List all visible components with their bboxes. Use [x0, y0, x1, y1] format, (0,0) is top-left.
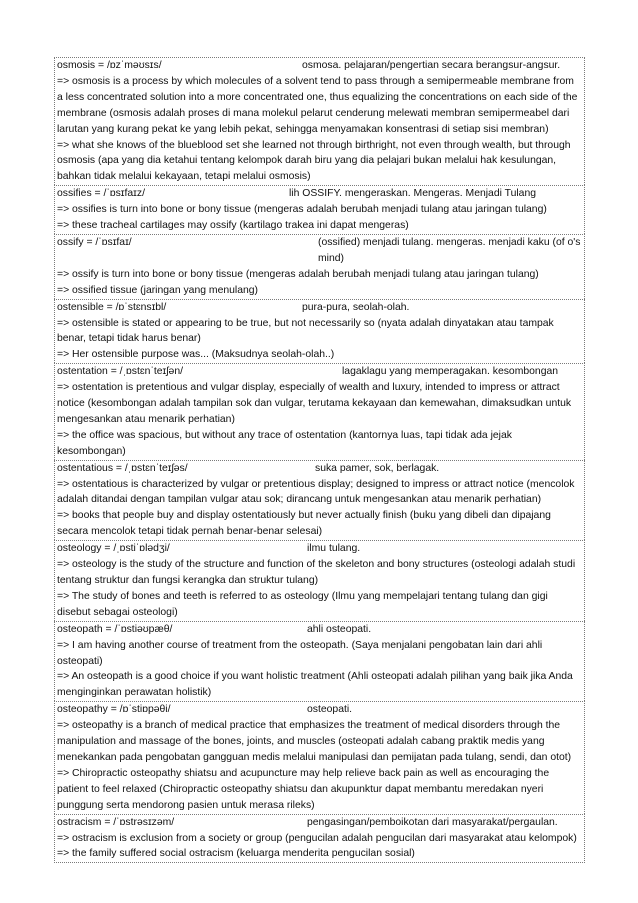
entry-term: osteopath = /ˈɒstiəʊpæθ/	[57, 623, 173, 635]
example-sentence: => the office was spacious, but without any trace of ostentation (kantornya luas, tapi tidak ada jejak kesombongan)	[57, 429, 512, 457]
entry-term: ostentation = /ˌɒstɛnˈteɪʃən/	[57, 366, 184, 378]
example-sentence: => the family suffered social ostracism (keluarga menderita pengucilan sosial)	[57, 848, 415, 860]
example-sentence: => The study of bones and teeth is referred to as osteology (Ilmu yang mempelajari tentang tulang dan gigi disebut sebagai osteologi)	[57, 590, 548, 618]
entry-definition: ahli osteopati.	[307, 623, 372, 635]
example-sentence: => I am having another course of treatment from the osteopath. (Saya menjalani pengobatan lain dari ahli osteopati)	[57, 639, 543, 667]
entry-definition: pengasingan/pemboikotan dari masyarakat/pergaulan.	[307, 816, 558, 828]
dictionary-entry	[54, 57, 585, 185]
entry-term: ostensible = /ɒˈstɛnsɪbl/	[57, 301, 167, 313]
entry-definition: pura-pura, seolah-olah.	[302, 301, 410, 313]
entry-term: ossify = /ˈɒsɪfaɪ/	[57, 236, 132, 248]
dictionary-entry	[54, 621, 585, 702]
example-sentence: => books that people buy and display ostentatiously but never actually finish (buku yang dibeli dan dipajang secara mencolok tetapi tidak pernah benar-benar selesai)	[57, 510, 551, 538]
entry-definition: suka pamer, sok, berlagak.	[315, 462, 440, 474]
entry-definition: osteopati.	[307, 704, 353, 716]
entry-definition: osmosa. pelajaran/pengertian secara berangsur-angsur.	[302, 60, 561, 71]
example-sentence: => An osteopath is a good choice if you want holistic treatment (Ahli osteopati adalah pilihan yang baik jika Anda menginginkan perawatan holistik)	[57, 671, 573, 699]
example-sentence: => ossified tissue (jaringan yang menulang)	[57, 284, 259, 296]
example-sentence: => osteology is the study of the structure and function of the skeleton and bony structures (osteologi adalah studi tentang struktur dan fungsi kerangka dan struktur tulang)	[57, 559, 576, 586]
dictionary-document	[54, 57, 585, 863]
entry-definition: lih OSSIFY. mengeraskan. Mengeras. Menjadi Tulang	[289, 188, 537, 200]
example-sentence: => osteopathy is a branch of medical practice that emphasizes the treatment of medical disorders through the manipulation and massage of the bones, joints, and muscles (osteopati adalah cabang praktik medis yang menekankan pada pengobatan gangguan medis melalui manipulasi dan pemijatan pada tulang, sendi, dan otot)	[57, 720, 572, 763]
entry-term: osmosis = /ɒzˈməʊsɪs/	[57, 60, 162, 71]
entry-term: ossifies = /ˈɒsɪfaɪz/	[57, 188, 145, 200]
entry-heading	[57, 541, 582, 557]
dictionary-entry	[54, 540, 585, 621]
entry-heading	[57, 364, 582, 380]
example-sentence: => ostracism is exclusion from a society or group (pengucilan adalah pengucilan dari masyarakat atau kelompok)	[57, 832, 577, 844]
entry-heading	[57, 58, 582, 74]
dictionary-entry	[54, 185, 585, 234]
example-sentence: => ostentatious is characterized by vulgar or pretentious display; designed to impress or attract notice (mencolok adalah ditandai dengan tampilan vulgar atau sok; dirancang untuk mengesankan atau menarik perhatian)	[57, 478, 575, 506]
dictionary-entry	[54, 701, 585, 813]
dictionary-entry	[54, 814, 585, 864]
entry-term: osteopathy = /ɒˈstiɒpəθi/	[57, 704, 171, 716]
example-sentence: => ossify is turn into bone or bony tissue (mengeras adalah berubah menjadi tulang atau jaringan tulang)	[57, 268, 539, 280]
entry-heading	[57, 300, 582, 316]
dictionary-entry	[54, 363, 585, 459]
dictionary-entry	[54, 460, 585, 541]
entry-heading	[57, 235, 582, 267]
entry-definition: (ossified) menjadi tulang. mengeras. menjadi kaku (of o's mind)	[318, 236, 581, 264]
entry-term: ostentatious = /ˌɒstɛnˈteɪʃəs/	[57, 462, 188, 474]
example-sentence: => Her ostensible purpose was... (Maksudnya seolah-olah..)	[57, 349, 335, 361]
entry-term: ostracism = /ˈɒstrəsɪzəm/	[57, 816, 175, 828]
entry-heading	[57, 622, 582, 638]
example-sentence: => these tracheal cartilages may ossify (kartilago trakea ini dapat mengeras)	[57, 220, 409, 232]
example-sentence: => ostensible is stated or appearing to be true, but not necessarily so (nyata adalah dinyatakan atau tampak benar, tetapi tidak harus benar)	[57, 317, 554, 345]
example-sentence: => ostentation is pretentious and vulgar display, especially of wealth and luxury, intended to impress or attract notice (kesombongan adalah tampilan sok dan vulgar, terutama kekayaan dan kemewahan, dimaksudkan untuk mengesankan atau menarik perhatian)	[57, 382, 572, 425]
entry-heading	[57, 815, 582, 831]
entry-definition: ilmu tulang.	[307, 543, 361, 555]
entry-heading	[57, 186, 582, 202]
entry-heading	[57, 702, 582, 718]
example-sentence: => what she knows of the blueblood set she learned not through birthright, not even through wealth, but through osmosis (apa yang dia ketahui tentang kelompok darah biru yang dia pelajari bukan melalui hak kesulungan, bahkan tidak melalui kekayaan, tetapi melalui osmosis)	[57, 139, 571, 183]
example-sentence: => ossifies is turn into bone or bony tissue (mengeras adalah berubah menjadi tulang atau jaringan tulang)	[57, 204, 547, 216]
entry-definition: lagaklagu yang memperagakan. kesombongan	[342, 366, 559, 378]
example-sentence: => Chiropractic osteopathy shiatsu and acupuncture may help relieve back pain as well as encouraging the patient to feel relaxed (Chiropractic osteopathy shiatsu dan akupunktur dapat membantu meredakan nyeri punggung serta mendorong pasien untuk merasa rileks)	[57, 767, 550, 811]
dictionary-entry	[54, 299, 585, 364]
entry-term: osteology = /ˌɒstiˈɒlədʒi/	[57, 543, 170, 555]
example-sentence: => osmosis is a process by which molecules of a solvent tend to pass through a semipermeable membrane from a less concentrated solution into a more concentrated one, thus equalizing the concentrations on each side of the membrane (osmosis adalah proses di mana molekul pelarut cenderung melewati membran semipermeabel dari larutan yang kurang pekat ke yang lebih pekat, sehingga menyamakan konsentrasi di setiap sisi membran)	[57, 75, 578, 135]
dictionary-entry	[54, 234, 585, 299]
entry-heading	[57, 461, 582, 477]
